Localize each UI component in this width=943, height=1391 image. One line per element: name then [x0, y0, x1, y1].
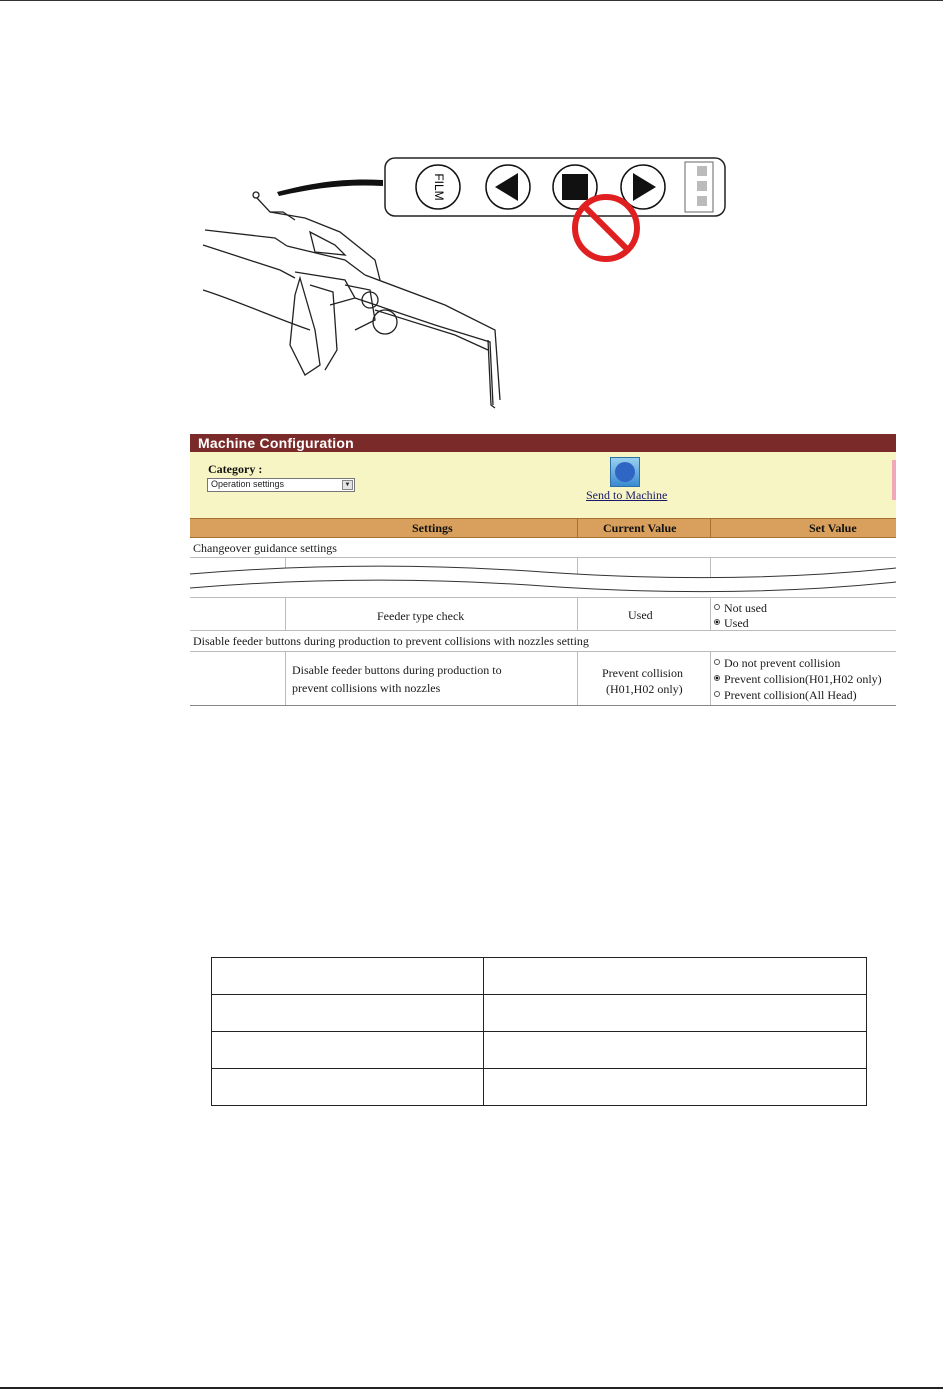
disable-feeder-setting-line1: Disable feeder buttons during production to: [292, 663, 502, 677]
table-cell: [484, 1032, 867, 1069]
toolbar: [190, 452, 896, 518]
table-row: [212, 1069, 867, 1106]
break-line: [190, 564, 896, 604]
radio-icon[interactable]: [714, 691, 720, 697]
header-settings: Settings: [412, 521, 453, 535]
group-disable-feeder-buttons: Disable feeder buttons during production to prevent collisions with nozzles setting: [193, 634, 589, 648]
category-select-value: Operation settings: [211, 479, 285, 489]
header-current-value: Current Value: [603, 521, 677, 535]
header-set-value: Set Value: [809, 521, 857, 535]
send-to-machine-icon[interactable]: [610, 457, 640, 487]
feeder-type-option-used-label: Used: [724, 616, 749, 628]
machine-config-screenshot: [190, 434, 896, 706]
disable-feeder-current-line1: Prevent collision: [602, 666, 683, 680]
option-do-not-prevent[interactable]: [714, 656, 840, 671]
title-bar: [190, 434, 896, 452]
table-cell: [212, 958, 484, 995]
option-prevent-h01-h02-label: Prevent collision(H01,H02 only): [724, 672, 882, 686]
side-button[interactable]: [892, 460, 896, 500]
bottom-rule: [0, 1387, 943, 1389]
feeder-type-option-not-used[interactable]: [714, 601, 767, 616]
film-button-label: FILM: [431, 173, 446, 201]
option-prevent-all-head-label: Prevent collision(All Head): [724, 688, 857, 702]
feeder-type-option-not-used-label: Not used: [724, 601, 767, 615]
option-prevent-all-head[interactable]: [714, 688, 857, 703]
table-row: [212, 1032, 867, 1069]
table-cell: [484, 958, 867, 995]
window-title: Machine Configuration: [198, 435, 354, 451]
chevron-down-icon[interactable]: ▼: [342, 480, 353, 490]
radio-icon[interactable]: [714, 604, 720, 610]
option-do-not-prevent-label: Do not prevent collision: [724, 656, 841, 670]
top-rule: [0, 0, 943, 1]
feeder-illustration: [195, 150, 730, 415]
table-cell: [484, 995, 867, 1032]
blank-table: [211, 957, 867, 1106]
group-changeover-guidance: Changeover guidance settings: [193, 541, 337, 555]
table-header: [190, 518, 896, 538]
radio-selected-icon[interactable]: [714, 675, 720, 681]
category-select[interactable]: [207, 478, 355, 492]
feeder-type-current: Used: [628, 608, 653, 622]
table-cell: [212, 1069, 484, 1106]
category-label: Category :: [208, 462, 263, 476]
table-cell: [484, 1069, 867, 1106]
stop-square-icon: [562, 174, 588, 200]
table-cell: [212, 1032, 484, 1069]
table-cell: [212, 995, 484, 1032]
disable-feeder-current-line2: (H01,H02 only): [606, 682, 683, 696]
feeder-body: [203, 192, 500, 408]
disable-feeder-setting-line2: prevent collisions with nozzles: [292, 681, 441, 695]
feeder-type-option-used[interactable]: [714, 616, 749, 628]
send-to-machine-link[interactable]: Send to Machine: [586, 488, 668, 502]
table-row: [212, 995, 867, 1032]
feeder-type-check-setting: Feeder type check: [377, 609, 465, 623]
radio-selected-icon[interactable]: [714, 619, 720, 625]
table-row: [212, 958, 867, 995]
option-prevent-h01-h02[interactable]: [714, 672, 882, 687]
radio-icon[interactable]: [714, 659, 720, 665]
